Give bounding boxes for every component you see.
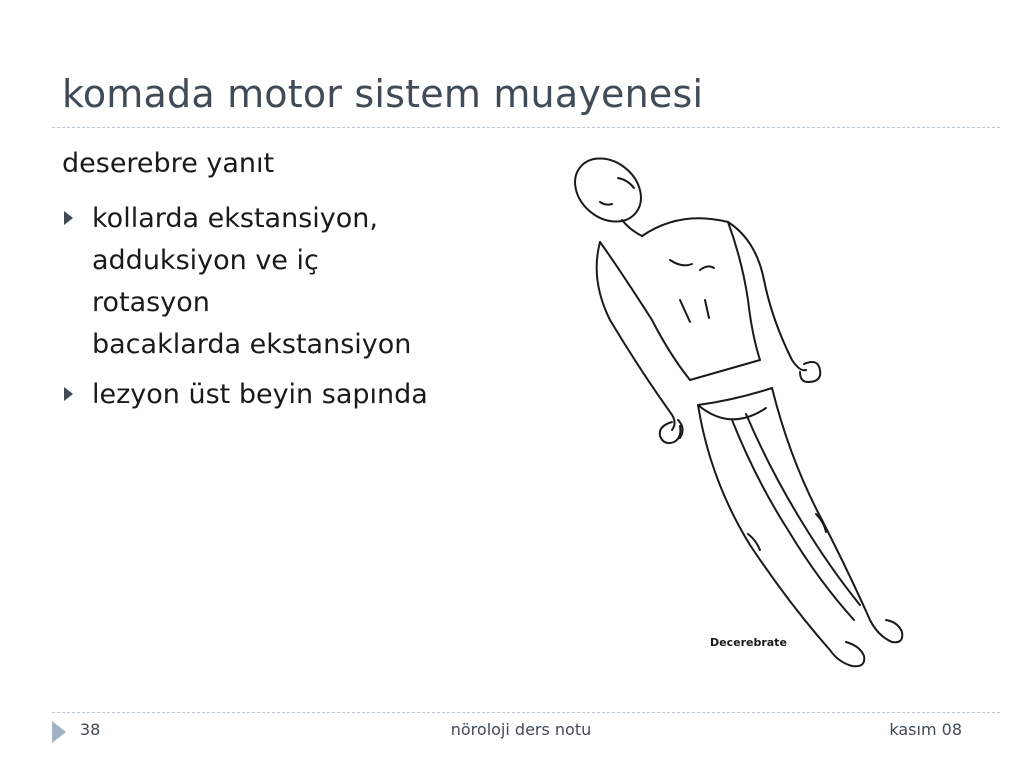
figure-right-hand	[800, 362, 820, 382]
figure-waistband	[690, 360, 772, 405]
bullet-item	[62, 374, 532, 416]
slide-title: komada motor sistem muayenesi	[62, 72, 704, 116]
bullet-line: adduksiyon ve iç	[92, 245, 319, 276]
footer-date: kasım 08	[889, 720, 962, 739]
figure-face	[600, 178, 634, 205]
bullet-list	[62, 198, 532, 424]
figure-right-arm	[728, 222, 806, 370]
decerebrate-posture-figure	[560, 150, 920, 690]
figure-trunks	[698, 405, 766, 419]
figure-caption: Decerebrate	[710, 636, 787, 649]
bullet-arrow-icon	[64, 387, 73, 401]
footer-title: nöroloji ders notu	[450, 720, 592, 739]
bullet-item	[62, 198, 532, 366]
subheading: deserebre yanıt	[62, 148, 275, 179]
figure-neck	[622, 220, 642, 236]
bullet-line: rotasyon	[92, 287, 210, 318]
figure-left-hand	[660, 422, 681, 443]
footer-divider	[52, 712, 1000, 713]
figure-chest	[670, 260, 714, 322]
bullet-line: bacaklarda ekstansiyon	[92, 329, 412, 360]
figure-inner-leg	[732, 414, 860, 620]
figure-head	[562, 150, 653, 235]
figure-knees	[748, 514, 826, 550]
bullet-line: kollarda ekstansiyon,	[92, 203, 378, 234]
title-divider	[52, 127, 1000, 128]
figure-shoulders	[642, 218, 728, 236]
bullet-arrow-icon	[64, 211, 73, 225]
page-number: 38	[80, 720, 101, 739]
figure-left-arm	[597, 242, 683, 438]
bullet-line: lezyon üst beyin sapında	[92, 379, 428, 410]
figure-left-leg	[698, 405, 864, 666]
